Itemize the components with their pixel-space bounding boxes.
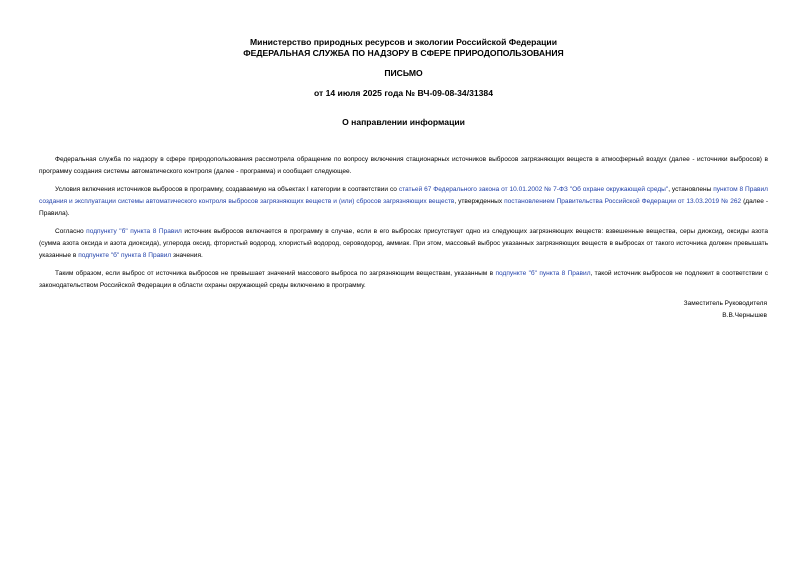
paragraph-2	[39, 184, 768, 220]
ministry-title: Министерство природных ресурсов и экологии Российской Федерации	[250, 37, 557, 47]
paragraph-4-text-1: Таким образом, если выброс от источника выбросов не превышает значений массового выброса по загрязняющим веществам, указанным в	[55, 270, 496, 277]
rules-point-8-link[interactable]: пунктом 8 Правил создания и эксплуатации системы автоматического контроля выбросов загрязняющих веществ и (или) сбросов загрязняющих веществ	[39, 186, 768, 205]
paragraph-2-text-4: (далее - Правила).	[39, 198, 768, 217]
service-title: ФЕДЕРАЛЬНАЯ СЛУЖБА ПО НАДЗОРУ В СФЕРЕ ПРИРОДОПОЛЬЗОВАНИЯ	[243, 48, 564, 58]
paragraph-2-text-3: , утвержденных	[454, 198, 505, 205]
document-type: ПИСЬМО	[384, 68, 423, 78]
paragraph-3-text-3: значения.	[171, 252, 203, 259]
signatory-position: Заместитель Руководителя	[683, 300, 767, 307]
document-subject: О направлении информации	[342, 117, 465, 127]
paragraph-4-text-2: , такой источник выбросов не подлежит в соответствии с законодательством Российской Федерации в области охраны окружающей среды включению в программу.	[39, 270, 769, 289]
subpoint-b-point-8-link[interactable]: подпункту "б" пункта 8 Правил	[86, 228, 182, 235]
signatory-name: В.В.Чернышев	[722, 312, 767, 319]
paragraph-2-text-1: Условия включения источников выбросов в программу, создаваемую на объектах I категории в соответствии со	[55, 186, 399, 193]
paragraph-3	[39, 226, 768, 262]
subpoint-b-point-8-link-2[interactable]: подпункте "б" пункта 8 Правил	[78, 252, 172, 259]
paragraph-3-text-1: Согласно	[55, 228, 87, 235]
paragraph-1-text: Федеральная служба по надзору в сфере природопользования рассмотрела обращение по вопросу включения стационарных источников выбросов загрязняющих веществ в атмосферный воздух (далее - источники выбросов) в программу создания системы автоматического контроля (далее - программа) и сообщает следующее.	[39, 156, 768, 175]
paragraph-4	[39, 268, 768, 292]
subpoint-b-point-8-link-3[interactable]: подпункте "б" пункта 8 Правил	[495, 270, 591, 277]
document-date-number: от 14 июля 2025 года № ВЧ-09-08-34/31384	[313, 88, 493, 98]
paragraph-3-text-2: источник выбросов включается в программу в случае, если в его выбросах присутствует одно из следующих загрязняющих веществ: взвешенные вещества, серы диоксид, оксиды азота (сумма азота оксида и азота диоксида), углерода оксид, фтористый водород, хлористый водород, сероводород, аммиак. При этом, массовый выброс указанных загрязняющих веществ в выбросах от такого источника должен превышать указанные в	[39, 228, 768, 259]
government-decree-262-link[interactable]: постановлением Правительства Российской Федерации от 13.03.2019 № 262	[504, 198, 742, 205]
paragraph-2-text-2: , установлены	[668, 186, 714, 193]
paragraph-1	[39, 154, 768, 178]
law-article-67-link[interactable]: статьей 67 Федерального закона от 10.01.2002 № 7-ФЗ "Об охране окружающей среды"	[398, 186, 669, 193]
